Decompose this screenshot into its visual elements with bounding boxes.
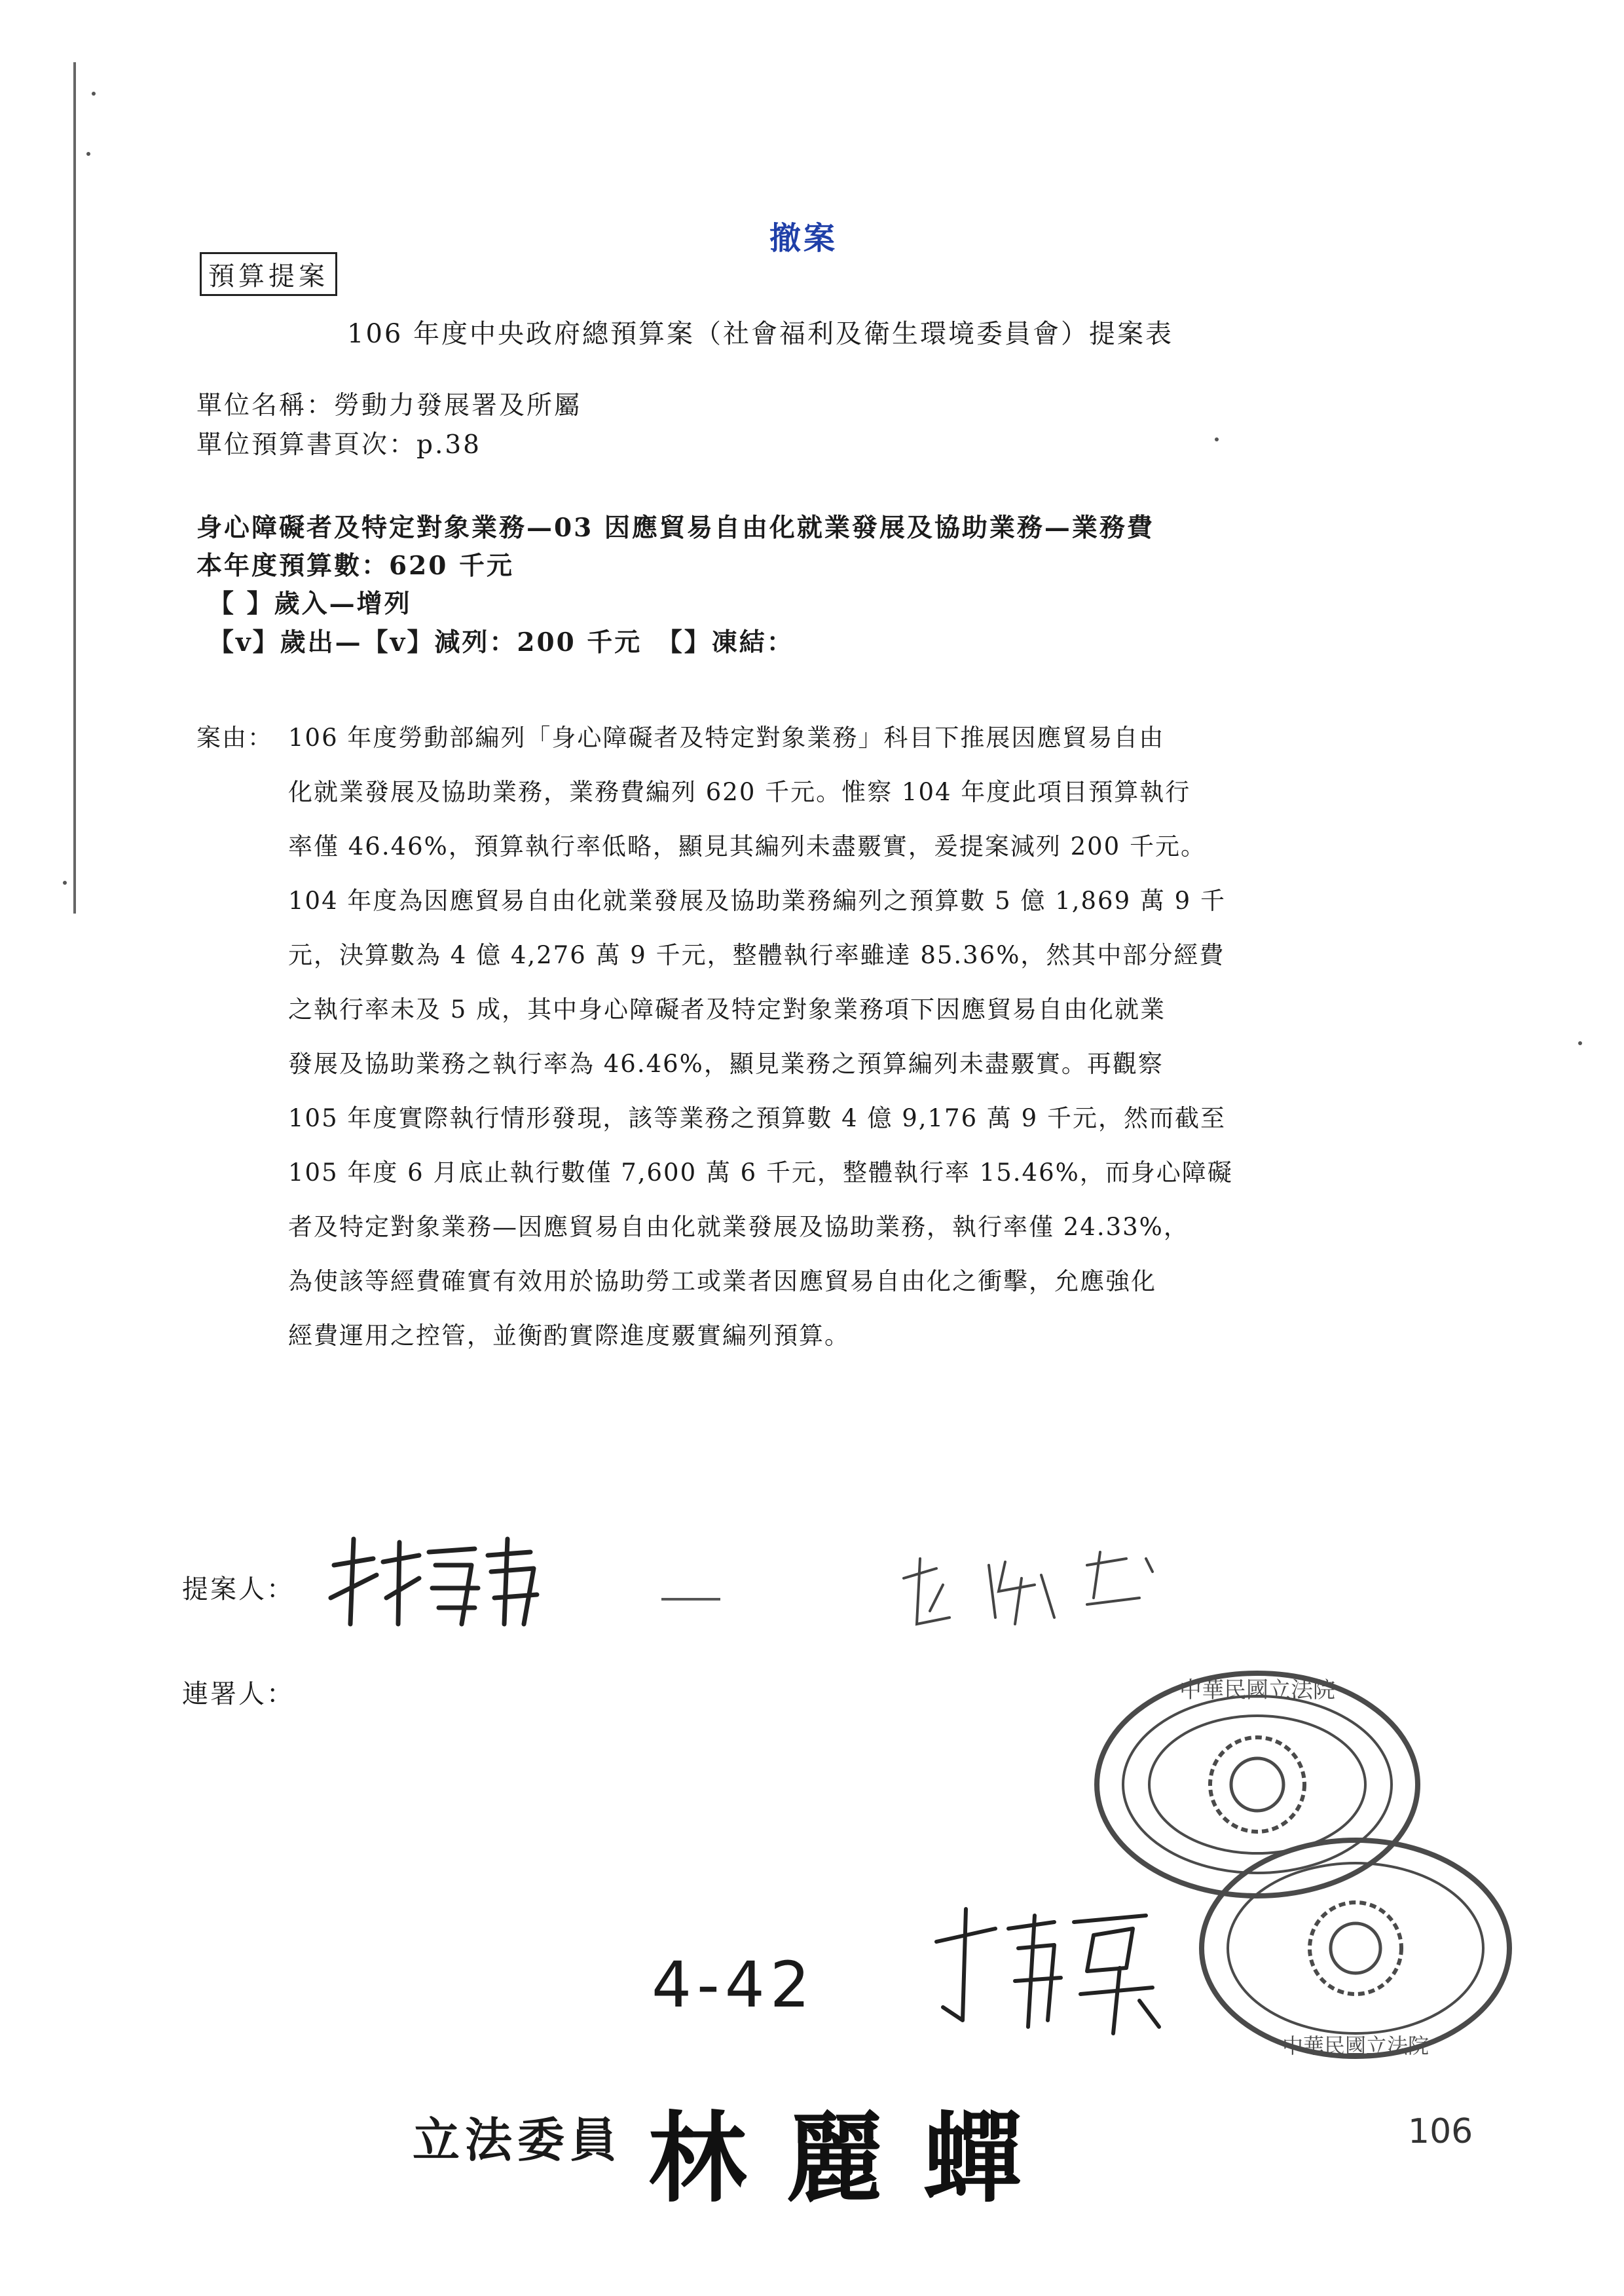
reason-line: 化就業發展及協助業務，業務費編列 620 千元。惟察 104 年度此項目預算執行 bbox=[288, 778, 1191, 806]
scan-speck bbox=[1578, 1041, 1582, 1045]
reason-line: 105 年度 6 月底止執行數僅 7,600 萬 6 千元，整體執行率 15.46%，而身心障礙 bbox=[288, 1158, 1233, 1187]
revenue-option: 【 】歲入—增列 bbox=[208, 589, 412, 619]
seal-text: 中華民國立法院 bbox=[1282, 2033, 1430, 2058]
cosigner-label: 連署人： bbox=[182, 1679, 295, 1709]
reason-line: 率僅 46.46%，預算執行率低略，顯見其編列未盡覈實，爰提案減列 200 千元。 bbox=[288, 832, 1206, 861]
footer-legislator-title: 立法委員 bbox=[413, 2112, 623, 2168]
unit-budget-page: 單位預算書頁次：p.38 bbox=[196, 430, 481, 460]
reason-line: 105 年度實際執行情形發現，該等業務之預算數 4 億 9,176 萬 9 千元，然而截至 bbox=[288, 1104, 1226, 1132]
reason-line: 之執行率未及 5 成，其中身心障礙者及特定對象業務項下因應貿易自由化就業 bbox=[288, 995, 1166, 1024]
footer-legislator-name: 林麗蟬 bbox=[648, 2101, 1061, 2216]
cosigner-scribble bbox=[891, 1539, 1179, 1637]
form-title: 106 年度中央政府總預算案（社會福利及衛生環境委員會）提案表 bbox=[347, 319, 1174, 349]
scan-speck bbox=[63, 881, 67, 885]
unit-name: 單位名稱：勞動力發展署及所屬 bbox=[196, 391, 582, 420]
scribble-dash bbox=[661, 1598, 720, 1601]
budget-amount: 本年度預算數：620 千元 bbox=[196, 551, 514, 581]
expenditure-option: 【v】歲出—【v】減列：200 千元 【】凍結： bbox=[208, 627, 794, 657]
proposer-signature bbox=[321, 1526, 544, 1637]
reason-section bbox=[196, 711, 1375, 1363]
reason-line: 為使該等經費確實有效用於協助勞工或業者因應貿易自由化之衝擊，允應強化 bbox=[288, 1267, 1156, 1295]
reason-line: 發展及協助業務之執行率為 46.46%，顯見業務之預算編列未盡覈實。再觀察 bbox=[288, 1050, 1164, 1078]
budget-proposal-label: 預算提案 bbox=[200, 252, 337, 296]
proposer-label: 提案人： bbox=[182, 1574, 295, 1604]
reason-line: 者及特定對象業務—因應貿易自由化就業發展及協助業務，執行率僅 24.33%， bbox=[288, 1213, 1189, 1241]
scan-speck bbox=[92, 92, 96, 96]
reason-text bbox=[288, 711, 1375, 1363]
budget-item: 身心障礙者及特定對象業務—03 因應貿易自由化就業發展及協助業務—業務費 bbox=[196, 513, 1154, 543]
reason-label: 案由： bbox=[196, 724, 273, 752]
legislative-seal-2 bbox=[1192, 1827, 1519, 2069]
seal-text: 中華民國立法院 bbox=[1179, 1677, 1335, 1703]
reason-line: 106 年度勞動部編列「身心障礙者及特定對象業務」科目下推展因應貿易自由 bbox=[288, 724, 1165, 752]
reason-line: 元，決算數為 4 億 4,276 萬 9 千元，整體執行率雖達 85.36%，然其中部分經費 bbox=[288, 941, 1225, 969]
withdrawn-stamp: 撤案 bbox=[769, 220, 838, 257]
handwritten-withdraw-mark bbox=[923, 1889, 1172, 2040]
page-number: 106 bbox=[1408, 2112, 1473, 2151]
reason-line: 經費運用之控管，並衡酌實際進度覈實編列預算。 bbox=[288, 1322, 850, 1350]
scan-margin-line bbox=[73, 62, 76, 914]
scan-speck bbox=[86, 152, 90, 156]
scan-speck bbox=[1215, 437, 1219, 441]
handwritten-number: 4-42 bbox=[652, 1948, 815, 2022]
reason-line: 104 年度為因應貿易自由化就業發展及協助業務編列之預算數 5 億 1,869 萬 9 千 bbox=[288, 887, 1226, 915]
